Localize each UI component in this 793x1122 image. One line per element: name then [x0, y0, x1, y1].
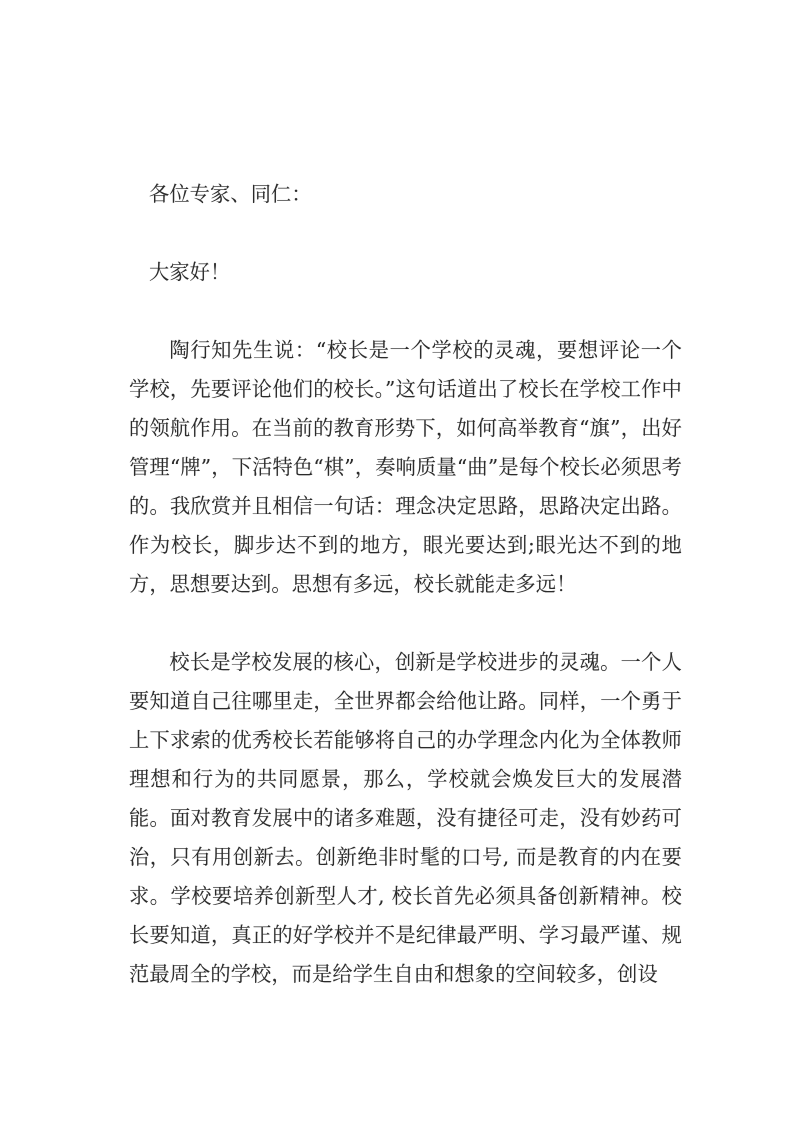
paragraph-spacer: [129, 292, 682, 331]
body-paragraph-1: 陶行知先生说：“校长是一个学校的灵魂，要想评论一个学校，先要评论他们的校长。”这句话道出了校长在学校工作中的领航作用。在当前的教育形势下，如何高举教育“旗”，出好管理“牌”，下活特色“棋”，奏响质量“曲”是每个校长必须思考的。我欣赏并且相信一句话：理念决定思路，思路决定出路。作为校长，脚步达不到的地方，眼光要达到;眼光达不到的地方，思想要达到。思想有多远，校长就能走多远！: [129, 338, 682, 596]
paragraph-spacer: [129, 604, 682, 643]
paragraph-spacer: [129, 214, 682, 253]
body-paragraph-2: 校长是学校发展的核心，创新是学校进步的灵魂。一个人要知道自己往哪里走，全世界都会给他让路。同样，一个勇于上下求索的优秀校长若能够将自己的办学理念内化为全体教师理想和行为的共同愿景，那么，学校就会焕发巨大的发展潜能。面对教育发展中的诸多难题，没有捷径可走，没有妙药可治，只有用创新去。创新绝非时髦的口号, 而是教育的内在要求。学校要培养创新型人才, 校长首先必须具备创新精神。校长要知道，真正的好学校并不是纪律最严明、学习最严谨、规范最周全的学校，而是给学生自由和想象的空间较多，创设: [129, 650, 682, 986]
salutation-line: 各位专家、同仁：: [149, 182, 312, 206]
document-text-body: [129, 175, 682, 994]
greeting-line: 大家好！: [149, 260, 231, 284]
